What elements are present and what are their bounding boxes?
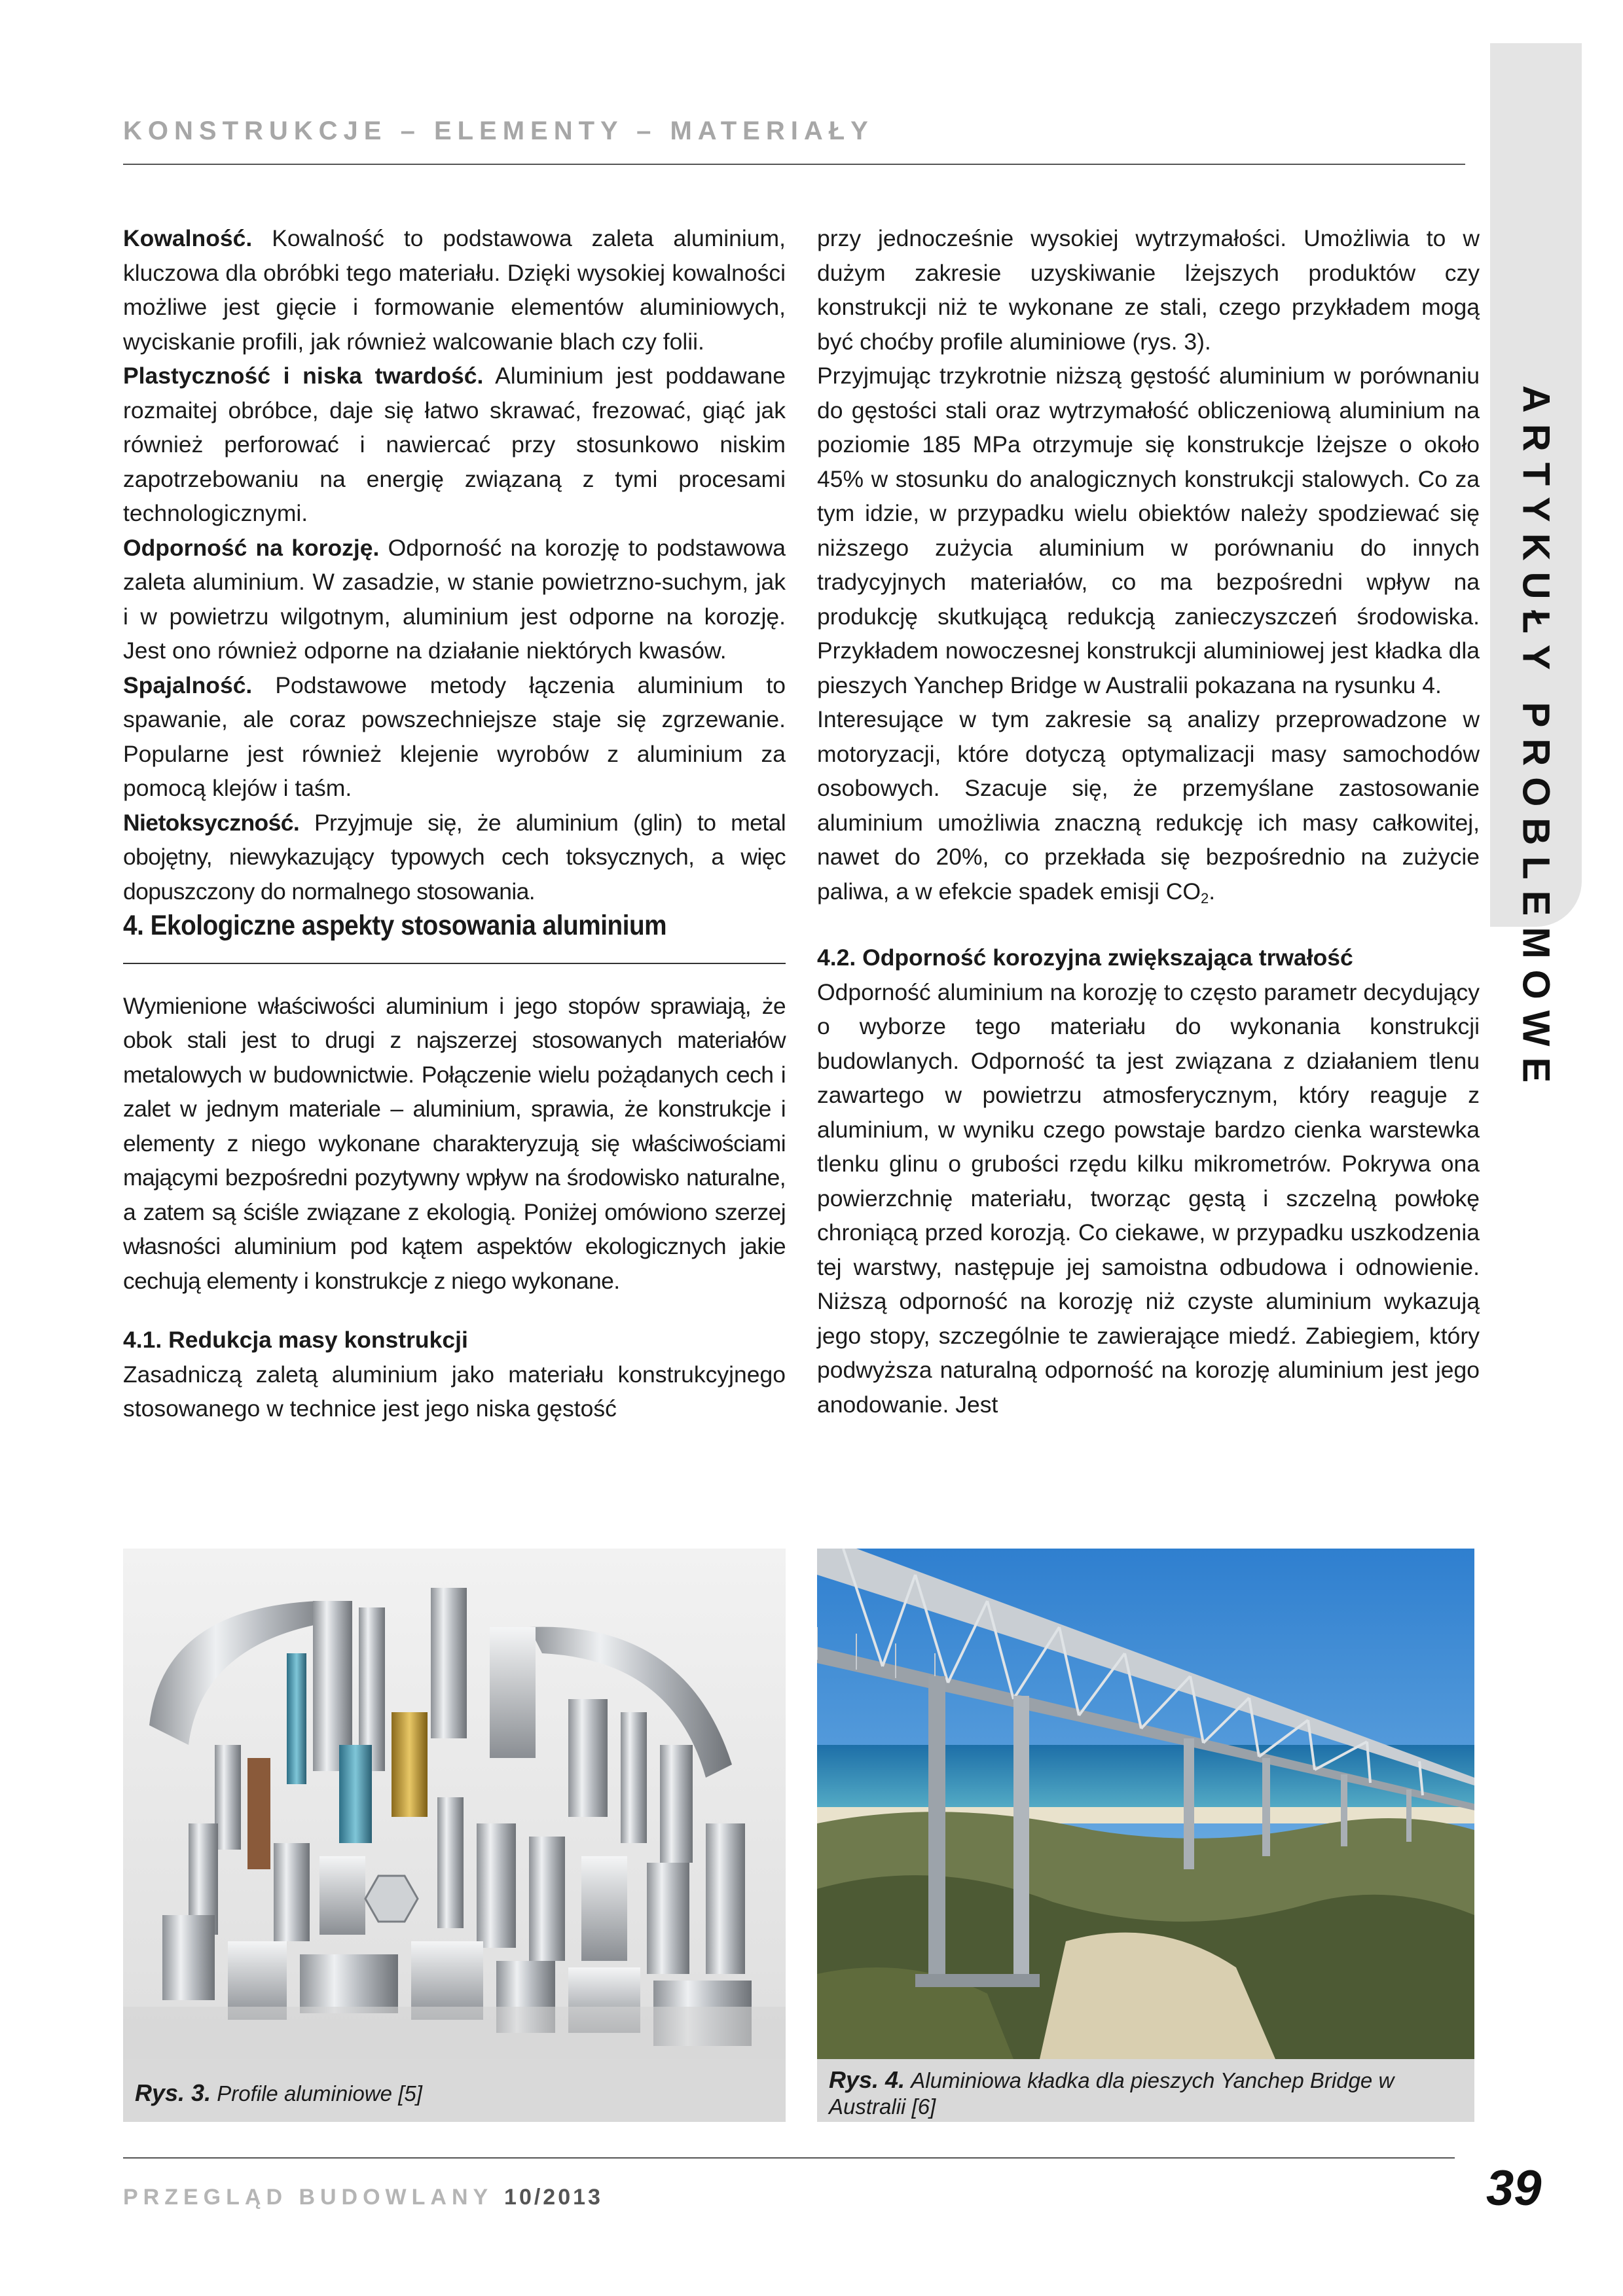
text-kowalnosc: Kowalność to podstawowa zaleta aluminium, kluczowa dla obróbki tego materiału. Dzięki wysokiej kowalności możliwe jest gięcie i formowanie elementów aluminiowych, wyciskanie profili, jak również walcowanie blach czy folii. bbox=[123, 225, 786, 355]
footer-journal bbox=[123, 2185, 603, 2210]
header-rule bbox=[123, 164, 1465, 165]
paragraph-right-2: Przyjmując trzykrotnie niższą gęstość aluminium w porównaniu do gęstości stali oraz wytrzymałość obliczeniową aluminium na poziomie 185 MPa otrzymuje się konstrukcje lżejsze o około 45% w stosunku do analogicznych konstrukcji stalowych. Co za tym idzie, w przypadku wielu obiektów należy spodziewać się niższego zużycia aluminium w porównaniu do innych tradycyjnych materiałów, co ma bezpośredni wpływ na produkcję skutkującą redukcją zanieczyszczeń środowiska. Przykładem nowoczesnej konstrukcji aluminiowej jest kładka dla pieszych Yanchep Bridge w Australii pokazana na rysunku 4. bbox=[817, 363, 1480, 698]
term-plastycznosc: Plastyczność i niska twardość. bbox=[123, 363, 484, 389]
section-rule bbox=[123, 963, 786, 964]
running-header: KONSTRUKCJE – ELEMENTY – MATERIAŁY bbox=[123, 117, 874, 145]
figure-4-image bbox=[817, 1549, 1474, 2059]
side-tab-label: ARTYKUŁY PROBLEMOWE bbox=[1514, 385, 1558, 1094]
section-4-text: Wymienione właściwości aluminium i jego stopów sprawiają, że obok stali jest to drugi z najszerzej stosowanych materiałów metalowych w budownictwie. Połączenie wielu pożądanych cech i zalet w jednym materiale – aluminium, sprawia, że konstrukcje i elementy z niego wykonane charakteryzują się właściwościami mającymi bezpośredni pozytywny wpływ na środowisko naturalne, a zatem są ściśle związane z ekologią. Poniżej omówiono szerzej własności aluminium pod kątem aspektów ekologicznych jakie cechują elementy i konstrukcje z niego wykonane. bbox=[123, 992, 786, 1294]
subsection-4-1-heading: 4.1. Redukcja masy konstrukcji bbox=[123, 1327, 468, 1353]
paragraph-right-3 bbox=[817, 702, 1480, 916]
text-right-3-end: . bbox=[1209, 878, 1216, 905]
aluminium-profiles-illustration bbox=[123, 1549, 786, 2059]
figure-3-caption-text: Profile aluminiowe [5] bbox=[217, 2081, 422, 2106]
paragraph-right-1: przy jednocześnie wysokiej wytrzymałości. Umożliwia to w dużym zakresie uzyskiwanie lżejszych produktów czy konstrukcji niż te wykonane ze stali, czego przykładem mogą być choćby profile aluminiowe (rys. 3). bbox=[817, 225, 1480, 355]
page-number: 39 bbox=[1486, 2161, 1542, 2216]
subsection-4-2-text: Odporność aluminium na korozję to często parametr decydujący o wyborze tego materiału do wykonania konstrukcji budowlanych. Odporność ta jest związana z działaniem tlenu zawartego w powietrzu atmosferycznym, który reaguje z aluminium, w wyniku czego powstaje bardzo cienka warstewka tlenku glinu o grubości rzędu kilku mikrometrów. Pokrywa ona powierzchnię materiału, tworząc gęstą i szczelną powłokę chroniącą przed korozją. Co ciekawe, w przypadku uszkodzenia tej warstwy, następuje jej samoistna odbudowa i odnowienie. Niższą odporność na korozję niż czyste aluminium wykazują jego stopy, szczególnie te zawierające miedź. Zabiegiem, który podwyższa naturalną odporność na korozję aluminium jest jego anodowanie. Jest bbox=[817, 978, 1480, 1418]
issue-number: 10/2013 bbox=[504, 2185, 603, 2210]
term-kowalnosc: Kowalność. bbox=[123, 225, 253, 251]
subsection-4-1-text: Zasadniczą zaletą aluminium jako materiału konstrukcyjnego stosowanego w technice jest jego niska gęstość bbox=[123, 1361, 786, 1422]
text-nietoksycznosc: Przyjmuje się, że aluminium (glin) to metal obojętny, niewykazujący typowych cech toksycznych, a więc dopuszczony do normalnego stosowania. bbox=[123, 809, 786, 905]
paragraph-plastycznosc bbox=[123, 359, 786, 531]
figure-4-label: Rys. 4. bbox=[829, 2066, 905, 2093]
text-plastycznosc: Aluminium jest poddawane rozmaitej obróbce, daje się łatwo skrawać, frezować, giąć jak również perforować i nawiercać przy stosunkowo niskim zapotrzebowaniu na energię związaną z tymi procesami technologicznymi. bbox=[123, 363, 786, 526]
text-spajalnosc: Podstawowe metody łączenia aluminium to spawanie, ale coraz powszechniejsze staje się zgrzewanie. Popularne jest również klejenie wyrobów z aluminium za pomocą klejów i taśm. bbox=[123, 672, 786, 801]
co2-subscript: 2 bbox=[1201, 889, 1209, 906]
paragraph-kowalnosc bbox=[123, 221, 786, 359]
bridge-photo-illustration bbox=[817, 1549, 1474, 2059]
right-column bbox=[817, 221, 1480, 1422]
subsection-4-2-heading: 4.2. Odporność korozyjna zwiększająca trwałość bbox=[817, 944, 1353, 971]
figure-4-caption-text: Aluminiowa kładka dla pieszych Yanchep Bridge w Australii [6] bbox=[829, 2068, 1395, 2119]
term-nietoksycznosc: Nietoksyczność. bbox=[123, 809, 300, 836]
paragraph-odpornosc bbox=[123, 531, 786, 668]
section-4-heading: 4. Ekologiczne aspekty stosowania aluminium bbox=[123, 910, 667, 941]
text-odpornosc: Odporność na korozję to podstawowa zaleta aluminium. W zasadzie, w stanie powietrzno-suchym, jak i w powietrzu wilgotnym, aluminium jest odporne na korozję. Jest ono również odporne na działanie niektórych kwasów. bbox=[123, 534, 786, 664]
text-right-3: Interesujące w tym zakresie są analizy przeprowadzone w motoryzacji, które dotyczą optymalizacji masy samochodów osobowych. Szacuje się, że przemyślane zastosowanie aluminium umożliwia znaczną redukcję ich masy całkowitej, nawet do 20%, co przekłada się bezpośrednio na zużycie paliwa, a w efekcie spadek emisji CO bbox=[817, 706, 1480, 905]
paragraph-spajalnosc bbox=[123, 668, 786, 806]
journal-name: PRZEGLĄD BUDOWLANY bbox=[123, 2185, 493, 2210]
figure-3-caption bbox=[123, 2059, 786, 2122]
paragraph-nietoksycznosc bbox=[123, 806, 786, 909]
term-odpornosc: Odporność na korozję. bbox=[123, 534, 380, 561]
term-spajalnosc: Spajalność. bbox=[123, 672, 253, 698]
figure-4-caption bbox=[817, 2059, 1474, 2122]
figure-3-image bbox=[123, 1549, 786, 2059]
left-column bbox=[123, 221, 786, 1426]
figure-3-label: Rys. 3. bbox=[135, 2079, 211, 2106]
footer-rule bbox=[123, 2157, 1455, 2159]
